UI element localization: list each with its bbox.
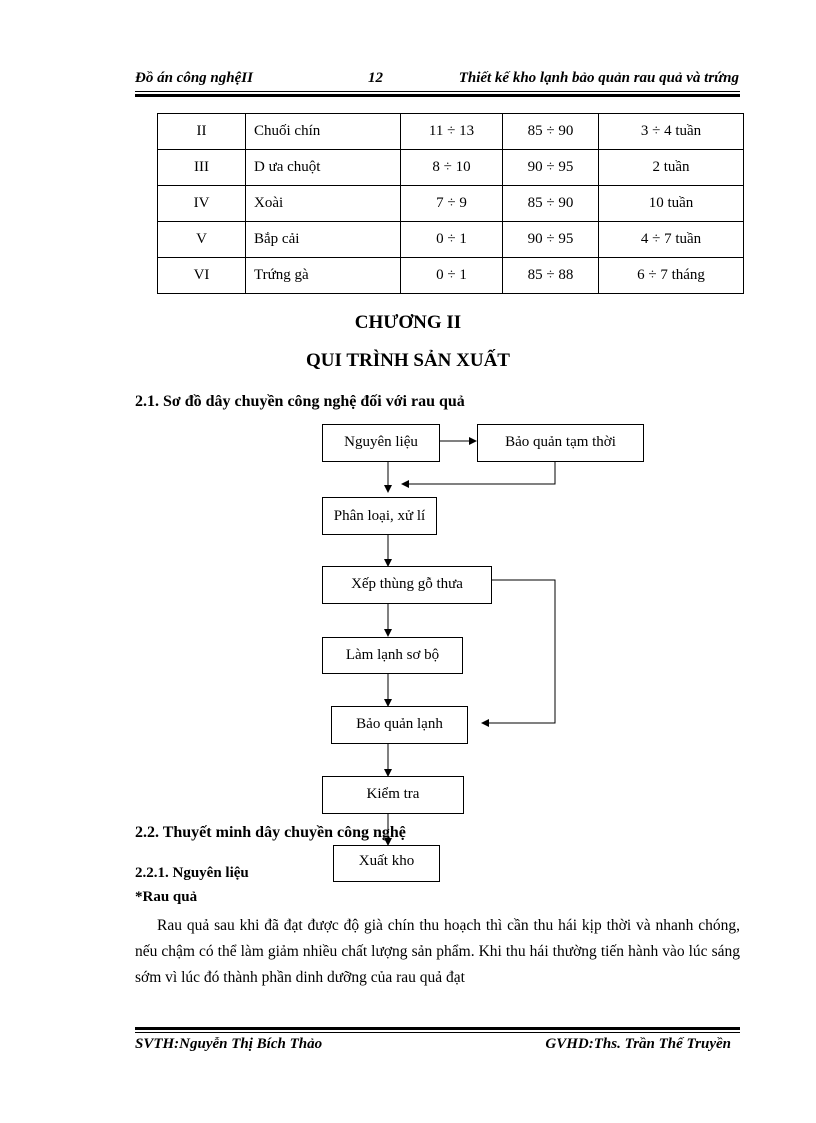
cell-humidity: 85 ÷ 88 — [503, 258, 599, 294]
cell-temp: 8 ÷ 10 — [401, 150, 503, 186]
cell-humidity: 90 ÷ 95 — [503, 150, 599, 186]
flow-box-crate-pack: Xếp thùng gỗ thưa — [322, 566, 492, 604]
cell-temp: 11 ÷ 13 — [401, 114, 503, 150]
cell-temp: 0 ÷ 1 — [401, 222, 503, 258]
footer-rule-thin — [135, 1032, 740, 1033]
cell-name: Bắp cải — [246, 222, 401, 258]
flow-box-temp-storage: Bảo quản tạm thời — [477, 424, 644, 462]
cell-no: V — [158, 222, 246, 258]
flow-box-export: Xuất kho — [333, 845, 440, 882]
cell-no: IV — [158, 186, 246, 222]
cell-time: 10 tuần — [599, 186, 744, 222]
flow-box-cold-storage: Bảo quản lạnh — [331, 706, 468, 744]
cell-no: III — [158, 150, 246, 186]
cell-time: 3 ÷ 4 tuần — [599, 114, 744, 150]
chapter-title: QUI TRÌNH SẢN XUẤT — [306, 350, 510, 371]
footer-supervisor: GVHD:Ths. Trần Thế Truyền — [545, 1036, 731, 1052]
section-2-1-heading: 2.1. Sơ đồ dây chuyền công nghệ đối với rau quả — [135, 393, 465, 410]
cell-name: Chuối chín — [246, 114, 401, 150]
header-left: Đồ án công nghệII — [135, 70, 253, 86]
body-paragraph: Rau quả sau khi đã đạt được độ già chín thu hoạch thì cần thu hái kịp thời và nhanh chóng, nếu chậm có thể làm giảm nhiều chất lượng sản phẩm. Khi thu hái thường tiến hành vào lúc sáng sớm vì lúc đó thành phần dinh dưỡng của rau quả đạt — [135, 917, 740, 986]
cell-time: 4 ÷ 7 tuần — [599, 222, 744, 258]
arrow-pack-bypass — [482, 580, 555, 723]
section-2-2-1-heading: 2.2.1. Nguyên liệu — [135, 865, 249, 881]
cell-temp: 7 ÷ 9 — [401, 186, 503, 222]
flow-box-raw-material: Nguyên liệu — [322, 424, 440, 462]
cell-time: 2 tuần — [599, 150, 744, 186]
cell-name: Xoài — [246, 186, 401, 222]
footer-student: SVTH:Nguyễn Thị Bích Thảo — [135, 1036, 323, 1052]
arrow-temp-storage-return — [402, 461, 555, 484]
cell-name: Trứng gà — [246, 258, 401, 294]
cell-no: VI — [158, 258, 246, 294]
cell-temp: 0 ÷ 1 — [401, 258, 503, 294]
cell-name: D ưa chuột — [246, 150, 401, 186]
section-2-2-heading: 2.2. Thuyết minh dây chuyền công nghệ — [135, 824, 406, 841]
chapter-number: CHƯƠNG II — [354, 312, 462, 333]
cell-time: 6 ÷ 7 tháng — [599, 258, 744, 294]
subheading-rau-qua: *Rau quả — [135, 889, 198, 905]
header-right: Thiết kế kho lạnh bảo quản rau quả và trứng — [458, 70, 739, 86]
cell-humidity: 85 ÷ 90 — [503, 114, 599, 150]
cell-humidity: 85 ÷ 90 — [503, 186, 599, 222]
cell-humidity: 90 ÷ 95 — [503, 222, 599, 258]
flow-box-precool: Làm lạnh sơ bộ — [322, 637, 463, 674]
page-number: 12 — [368, 70, 383, 86]
cell-no: II — [158, 114, 246, 150]
footer-rule-thick — [135, 1027, 740, 1030]
flow-box-inspection: Kiểm tra — [322, 776, 464, 814]
flow-box-sort-treat: Phân loại, xử lí — [322, 497, 437, 535]
